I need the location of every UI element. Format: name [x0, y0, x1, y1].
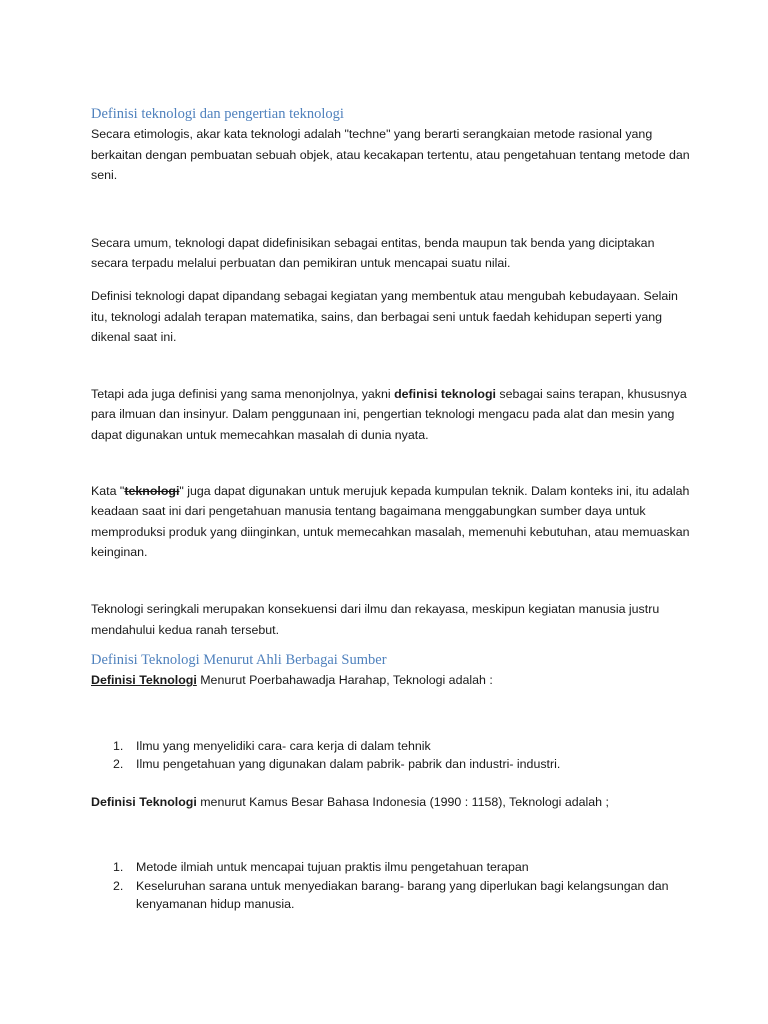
paragraph-text: " juga dapat digunakan untuk merujuk kepada kumpulan teknik. Dalam konteks ini, itu adalah keadaan saat ini dari pengetahuan manusia tentang bagaimana menggabungkan sumber daya untuk memproduksi produk yang diinginkan, untuk memecahkan masalah, memenuhi kebutuhan, atau memuaskan keinginan.: [91, 483, 690, 560]
list-item: [113, 737, 691, 756]
section-heading-definisi: Definisi teknologi dan pengertian teknologi: [91, 106, 344, 122]
paragraph-secara-umum: Secara umum, teknologi dapat didefinisikan sebagai entitas, benda maupun tak benda yang diciptakan secara terpadu melalui perbuatan dan pemikiran untuk mencapai suatu nilai.: [91, 235, 655, 271]
document-body: [91, 104, 691, 914]
paragraph-text: menurut Kamus Besar Bahasa Indonesia (1990 : 1158), Teknologi adalah ;: [196, 794, 609, 809]
numbered-list-poerbahawadja: [91, 737, 691, 774]
paragraph-text: Kata ": [91, 483, 125, 498]
paragraph-kumpulan-teknik: [91, 481, 691, 563]
paragraph-text: Menurut Poerbahawadja Harahap, Teknologi adalah :: [196, 673, 493, 688]
strikethrough-term: teknologi: [124, 483, 180, 498]
list-item: [113, 858, 691, 877]
paragraph-konsekuensi: Teknologi seringkali merupakan konsekuensi dari ilmu dan rekayasa, meskipun kegiatan manusia justru mendahului kedua ranah tersebut.: [91, 601, 660, 637]
list-number: 1.: [113, 738, 124, 753]
bold-term: definisi teknologi: [394, 386, 496, 401]
paragraph-etimologi: Secara etimologis, akar kata teknologi adalah "techne" yang berarti serangkaian metode rasional yang berkaitan dengan pembuatan sebuah objek, atau kecakapan tertentu, atau pengetahuan tentang metode dan seni.: [91, 127, 690, 183]
list-text: Metode ilmiah untuk mencapai tujuan praktis ilmu pengetahuan terapan: [136, 860, 529, 875]
list-number: 2.: [113, 757, 124, 772]
list-number: 1.: [113, 860, 124, 875]
underlined-term: Definisi Teknologi: [91, 673, 197, 688]
paragraph-text: Tetapi ada juga definisi yang sama menonjolnya, yakni: [91, 386, 395, 401]
list-text: Ilmu yang menyelidiki cara- cara kerja di dalam tehnik: [136, 738, 431, 753]
paragraph-text: sebagai sains terapan, khususnya para ilmuan dan insinyur. Dalam penggunaan ini, pengertian teknologi mengacu pada alat dan mesin yang dapat digunakan untuk memecahkan masalah di dunia nyata.: [91, 386, 687, 442]
list-item: [113, 755, 691, 774]
list-text: Ilmu pengetahuan yang digunakan dalam pabrik- pabrik dan industri- industri.: [136, 757, 561, 772]
list-number: 2.: [113, 878, 124, 893]
list-text: Keseluruhan sarana untuk menyediakan barang- barang yang diperlukan bagi kelangsungan dan kenyamanan hidup manusia.: [136, 878, 669, 912]
paragraph-kebudayaan: Definisi teknologi dapat dipandang sebagai kegiatan yang membentuk atau mengubah kebudayaan. Selain itu, teknologi adalah terapan matematika, sains, dan berbagai seni untuk faedah kehidupan seperti yang dikenal saat ini.: [91, 288, 678, 345]
numbered-list-kbbi: [91, 858, 691, 914]
paragraph-sains-terapan: [91, 384, 691, 446]
bold-term: Definisi Teknologi: [91, 794, 197, 809]
section-heading-menurut-ahli: Definisi Teknologi Menurut Ahli Berbagai Sumber: [91, 652, 387, 669]
intro-kbbi: [91, 792, 691, 813]
list-item: [113, 877, 691, 914]
intro-poerbahawadja: [91, 670, 691, 691]
